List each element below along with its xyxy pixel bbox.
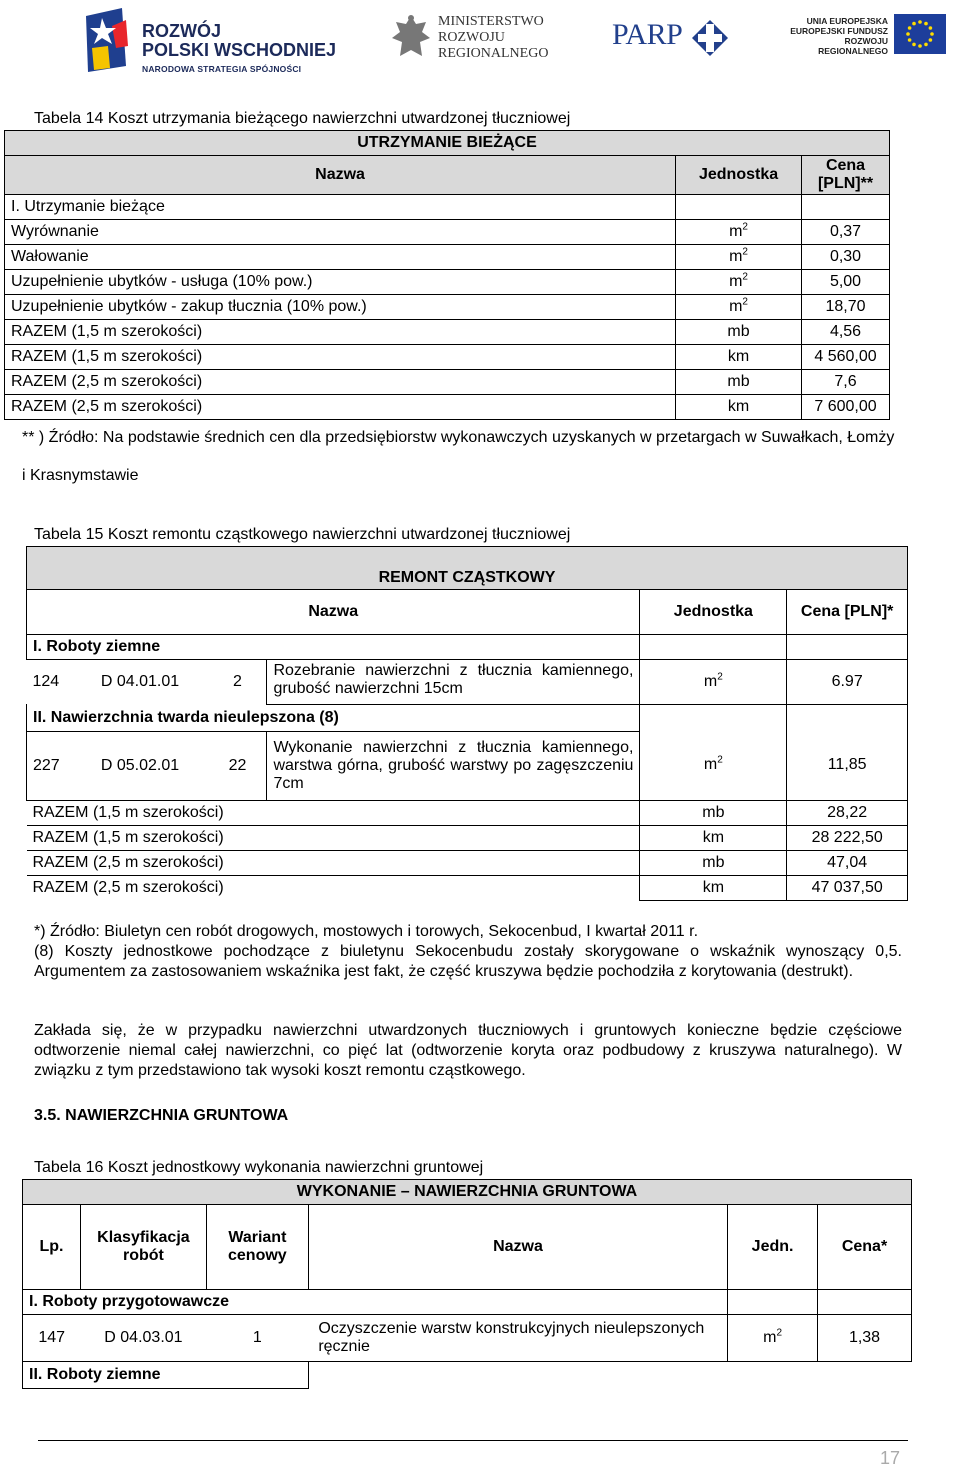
table-14-row-unit: $m^2$ bbox=[676, 270, 802, 295]
table-16-row1-lp: 147 bbox=[23, 1315, 81, 1362]
table-15-row2-unit: $m^2$ bbox=[640, 731, 787, 800]
table-14-row-price: 4 560,00 bbox=[802, 345, 890, 370]
table-16-col-lp: Lp. bbox=[23, 1205, 81, 1290]
footer-divider bbox=[38, 1440, 908, 1441]
section-heading: 3.5. NAWIERZCHNIA GRUNTOWA bbox=[34, 1107, 289, 1124]
table-14-note-2: i Krasnymstawie bbox=[22, 467, 139, 484]
table-14-row-name: RAZEM (1,5 m szerokości) bbox=[5, 320, 676, 345]
table-14-row-price: 18,70 bbox=[802, 295, 890, 320]
table-14-row-price: 0,30 bbox=[802, 245, 890, 270]
table-15 bbox=[26, 546, 908, 901]
table-14-row-unit: $m^2$ bbox=[676, 245, 802, 270]
table-16-col-class: Klasyfikacja robót bbox=[80, 1205, 206, 1290]
table-16-col-unit: Jedn. bbox=[728, 1205, 818, 1290]
rpw-subtitle: NARODOWA STRATEGIA SPÓJNOŚCI bbox=[142, 64, 302, 74]
table-14-col-name: Nazwa bbox=[5, 156, 676, 195]
eagle-emblem-icon bbox=[390, 12, 432, 66]
table-14-row bbox=[5, 270, 890, 295]
table-15-total-unit: mb bbox=[640, 850, 787, 875]
table-15-total-row bbox=[27, 800, 908, 825]
table-14-row-name: RAZEM (2,5 m szerokości) bbox=[5, 370, 676, 395]
table-14-col-price: Cena [PLN]** bbox=[802, 156, 890, 195]
table-16-section-2: II. Roboty ziemne bbox=[23, 1362, 309, 1389]
table-14-section: I. Utrzymanie bieżące bbox=[5, 195, 676, 220]
table-16-col-price: Cena* bbox=[818, 1205, 912, 1290]
table-16-row1-code: D 04.03.01 bbox=[80, 1315, 206, 1362]
rpw-flag-icon bbox=[82, 6, 140, 78]
table-14-row bbox=[5, 320, 890, 345]
table-16-row1-name: Oczyszczenie warstw konstrukcyjnych nieulepszonych ręcznie bbox=[308, 1315, 727, 1362]
table-14-row-price: 0,37 bbox=[802, 220, 890, 245]
table-15-total-row bbox=[27, 875, 908, 900]
table-14-col-unit: Jednostka bbox=[676, 156, 802, 195]
table-14-row-name: RAZEM (2,5 m szerokości) bbox=[5, 395, 676, 420]
table-15-section-1: I. Roboty ziemne bbox=[27, 635, 640, 660]
table-14-row-unit: $m^2$ bbox=[676, 220, 802, 245]
table-15-col-price: Cena [PLN]* bbox=[787, 590, 908, 635]
ministry-line-2: ROZWOJU bbox=[438, 30, 505, 45]
table-14-row bbox=[5, 370, 890, 395]
page-number: 17 bbox=[880, 1448, 901, 1468]
ue-line-2: EUROPEJSKI FUNDUSZ bbox=[790, 26, 888, 36]
eu-flag-icon bbox=[894, 14, 946, 54]
table-14-row-unit: mb bbox=[676, 320, 802, 345]
table-16-col-variant: Wariant cenowy bbox=[206, 1205, 308, 1290]
table-14-row bbox=[5, 220, 890, 245]
logo-parp bbox=[612, 14, 732, 64]
table-15-row2-var: 22 bbox=[209, 731, 267, 800]
rpw-line-1: ROZWÓJ bbox=[142, 21, 221, 41]
table-14-row-price: 7,6 bbox=[802, 370, 890, 395]
table-14-title: UTRZYMANIE BIEŻĄCE bbox=[5, 131, 890, 156]
table-15-row1-name: Rozebranie nawierzchni z tłucznia kamiennego, grubość nawierzchni 15cm bbox=[267, 660, 640, 705]
table-15-title: REMONT CZĄSTKOWY bbox=[27, 547, 908, 590]
table-14-row-unit: km bbox=[676, 395, 802, 420]
table-14-row bbox=[5, 395, 890, 420]
table-16-caption: Tabela 16 Koszt jednostkowy wykonania nawierzchni gruntowej bbox=[34, 1159, 484, 1176]
table-15-total-name: RAZEM (1,5 m szerokości) bbox=[27, 825, 640, 850]
table-14-row-price: 4,56 bbox=[802, 320, 890, 345]
table-14-row-unit: mb bbox=[676, 370, 802, 395]
table-15-total-unit: mb bbox=[640, 800, 787, 825]
table-15-total-name: RAZEM (2,5 m szerokości) bbox=[27, 875, 640, 900]
paragraph: Zakłada się, że w przypadku nawierzchni utwardzonych tłuczniowych i gruntowych konieczne będzie częściowe odtworzenie niemal całej nawierzchni, co pięć lat (odtworzenie koryta oraz podbudowy z kruszywa naturalnego). W związku z tym przedstawiono tak wysoki koszt remontu cząstkowego. bbox=[34, 1022, 902, 1079]
table-15-row1-code: D 04.01.01 bbox=[100, 673, 180, 690]
ue-line-1: UNIA EUROPEJSKA bbox=[806, 16, 888, 26]
table-16 bbox=[22, 1179, 912, 1389]
table-15-total-row bbox=[27, 850, 908, 875]
table-15-total-price: 28 222,50 bbox=[787, 825, 908, 850]
table-16-row1-unit: $m^2$ bbox=[728, 1315, 818, 1362]
table-16-section-1: I. Roboty przygotowawcze bbox=[23, 1290, 309, 1315]
table-14-row-unit: $m^2$ bbox=[676, 295, 802, 320]
table-14-row-name: Wałowanie bbox=[5, 245, 676, 270]
logo-rozwoj-polski-wschodniej bbox=[80, 4, 340, 80]
table-14-row-price: 5,00 bbox=[802, 270, 890, 295]
table-14-row bbox=[5, 245, 890, 270]
table-15-row1-unit: $m^2$ bbox=[640, 660, 787, 705]
parp-text: PARP bbox=[612, 18, 683, 51]
table-15-total-unit: km bbox=[640, 825, 787, 850]
rpw-line-2: POLSKI WSCHODNIEJ bbox=[142, 40, 337, 60]
ministry-line-1: MINISTERSTWO bbox=[438, 14, 544, 29]
table-15-row2-name: Wykonanie nawierzchni z tłucznia kamiennego, warstwa górna, grubość warstwy po zagęszczeniu 7cm bbox=[267, 731, 640, 800]
table-14-row-name: Wyrównanie bbox=[5, 220, 676, 245]
table-15-total-name: RAZEM (2,5 m szerokości) bbox=[27, 850, 640, 875]
table-14-row-price: 7 600,00 bbox=[802, 395, 890, 420]
table-14-row-name: Uzupełnienie ubytków - zakup tłucznia (10% pow.) bbox=[5, 295, 676, 320]
table-15-caption: Tabela 15 Koszt remontu cząstkowego nawierzchni utwardzonej tłuczniowej bbox=[34, 526, 571, 543]
table-15-row1-var: 2 bbox=[209, 660, 267, 705]
table-15-row1-price: 6.97 bbox=[787, 660, 908, 705]
table-14-row bbox=[5, 295, 890, 320]
table-15-row2-lp: 227 bbox=[27, 731, 95, 800]
table-15-row1-lp: 124 bbox=[32, 673, 60, 690]
table-14-note: ** ) Źródło: Na podstawie średnich cen dla przedsiębiorstw wykonawczych uzyskanych w przetargach w Suwałkach, Łomży bbox=[22, 429, 895, 446]
table-15-total-row bbox=[27, 825, 908, 850]
table-15-total-price: 47 037,50 bbox=[787, 875, 908, 900]
table-15-col-name: Nazwa bbox=[27, 590, 640, 635]
table-14-caption: Tabela 14 Koszt utrzymania bieżącego nawierzchni utwardzonej tłuczniowej bbox=[34, 110, 571, 127]
table-15-note-1: *) Źródło: Biuletyn cen robót drogowych, mostowych i torowych, Sekocenbud, I kwartał 2011 r. bbox=[34, 923, 699, 940]
table-15-total-price: 28,22 bbox=[787, 800, 908, 825]
table-14-row-unit: km bbox=[676, 345, 802, 370]
table-16-row1-price: 1,38 bbox=[818, 1315, 912, 1362]
table-15-row2-price: 11,85 bbox=[787, 731, 908, 800]
logo-unia-europejska bbox=[790, 12, 950, 58]
table-14-row bbox=[5, 345, 890, 370]
table-15-note-2: (8) Koszty jednostkowe pochodzące z biuletynu Sekocenbudu zostały skorygowane o wskaźnik wynoszący 0,5. Argumentem za zastosowaniem wskaźnika jest fakt, że część kruszywa będzie pochodziła z korytowania (destrukt). bbox=[34, 943, 902, 980]
table-14-row-name: Uzupełnienie ubytków - usługa (10% pow.) bbox=[5, 270, 676, 295]
parp-mark-icon bbox=[690, 18, 730, 58]
logo-ministerstwo bbox=[390, 12, 560, 68]
ue-line-3: ROZWOJU REGIONALNEGO bbox=[818, 36, 888, 56]
table-14-row-name: RAZEM (1,5 m szerokości) bbox=[5, 345, 676, 370]
table-15-section-2: II. Nawierzchnia twarda nieulepszona (8) bbox=[27, 704, 640, 731]
table-15-total-price: 47,04 bbox=[787, 850, 908, 875]
table-15-col-unit: Jednostka bbox=[640, 590, 787, 635]
table-15-total-name: RAZEM (1,5 m szerokości) bbox=[27, 800, 640, 825]
ministry-line-3: REGIONALNEGO bbox=[438, 46, 549, 61]
table-16-row1-var: 1 bbox=[206, 1315, 308, 1362]
table-15-row2-code: D 05.02.01 bbox=[95, 731, 209, 800]
table-16-col-name: Nazwa bbox=[308, 1205, 727, 1290]
table-14 bbox=[4, 130, 890, 420]
table-15-total-unit: km bbox=[640, 875, 787, 900]
table-16-title: WYKONANIE – NAWIERZCHNIA GRUNTOWA bbox=[23, 1180, 912, 1205]
